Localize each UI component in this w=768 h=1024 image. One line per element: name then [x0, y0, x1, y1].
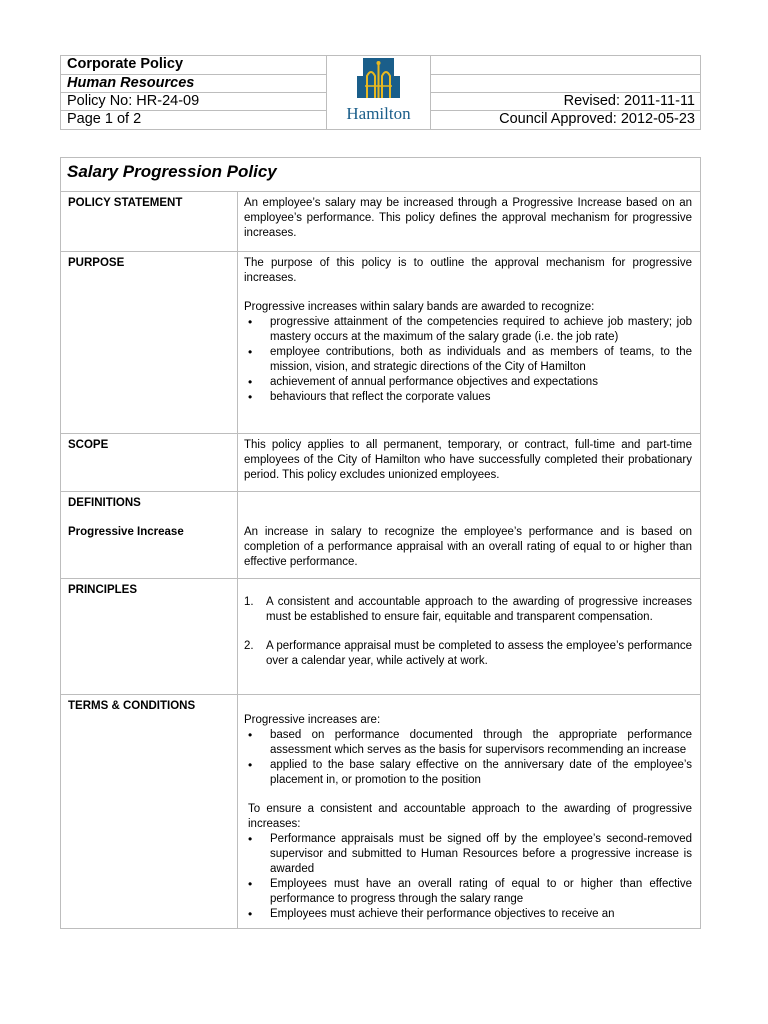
header-department: Human Resources	[61, 75, 327, 93]
policy-header	[60, 55, 701, 130]
list-item: • Employees must achieve their performance objectives to receive an	[244, 907, 692, 922]
section-principles	[61, 578, 700, 694]
list-item: • behaviours that reflect the corporate values	[244, 390, 692, 405]
principles-list	[244, 595, 692, 669]
terms-bullet-list-2	[244, 832, 692, 922]
header-revised-date: Revised: 2011-11-11	[430, 93, 701, 111]
hamilton-crest-icon	[327, 56, 430, 106]
purpose-intro: The purpose of this policy is to outline the approval mechanism for progressive increases.	[244, 257, 692, 284]
section-label: SCOPE	[61, 434, 238, 491]
section-terms-conditions	[61, 694, 700, 929]
section-text	[238, 492, 700, 570]
hamilton-logo	[327, 56, 430, 130]
policy-body	[60, 157, 701, 929]
list-item: • applied to the base salary effective on the anniversary date of the employee’s placement in, or promotion to the position	[244, 758, 692, 788]
terms-lead-1: Progressive increases are:	[244, 714, 381, 726]
header-page-number: Page 1 of 2	[61, 111, 327, 130]
scope-text: This policy applies to all permanent, temporary, or contract, full-time and part-time employees of the City of Hamilton who have successfully completed their probationary period. This policy excludes unionized employees.	[244, 439, 692, 481]
definition-text: An increase in salary to recognize the employee’s performance and is based on completion of a performance appraisal with an overall rating of equal to or higher than effective performance.	[244, 526, 692, 568]
header-policy-type: Corporate Policy	[61, 56, 327, 75]
statement-text: An employee’s salary may be increased through a Progressive Increase based on an employee’s performance. This policy defines the approval mechanism for progressive increases.	[244, 197, 692, 239]
header-policy-number: Policy No: HR-24-09	[61, 93, 327, 111]
section-definitions	[61, 491, 700, 578]
definition-term: Progressive Increase	[68, 526, 184, 538]
list-item: • based on performance documented through the appropriate performance assessment which serves as the basis for supervisors recommending an increase	[244, 728, 692, 758]
logo-wordmark: Hamilton	[346, 104, 411, 123]
list-item: • progressive attainment of the competencies required to achieve job mastery; job mastery occurs at the maximum of the salary grade (i.e. the job rate)	[244, 315, 692, 345]
terms-lead-2: To ensure a consistent and accountable approach to the awarding of progressive increases:	[248, 803, 692, 830]
section-text	[238, 695, 700, 922]
list-item: 2. A performance appraisal must be completed to assess the employee’s performance over a calendar year, while actively at work.	[244, 640, 692, 667]
list-item: • Performance appraisals must be signed off by the employee’s second-removed supervisor and submitted to Human Resources before a progressive increase is awarded	[244, 832, 692, 877]
header-council-approved: Council Approved: 2012-05-23	[430, 111, 701, 130]
section-text	[238, 434, 700, 483]
section-policy-statement	[61, 191, 700, 251]
section-label: TERMS & CONDITIONS	[61, 695, 238, 929]
section-scope	[61, 433, 700, 491]
section-text	[238, 252, 700, 405]
list-item: • achievement of annual performance objectives and expectations	[244, 375, 692, 390]
section-label	[61, 492, 238, 578]
section-text	[238, 579, 700, 669]
section-purpose	[61, 251, 700, 433]
list-item: • employee contributions, both as individuals and as members of teams, to the mission, vision, and strategic directions of the City of Hamilton	[244, 345, 692, 375]
section-text	[238, 192, 700, 241]
list-item: 1. A consistent and accountable approach to the awarding of progressive increases must be established to ensure fair, equitable and transparent compensation.	[244, 596, 692, 623]
purpose-bullet-list	[244, 315, 692, 405]
policy-title: Salary Progression Policy	[61, 158, 700, 192]
section-label: PURPOSE	[61, 252, 238, 433]
section-label: PRINCIPLES	[61, 579, 238, 694]
header-right-blank-1	[430, 56, 701, 75]
terms-bullet-list-1	[244, 728, 692, 788]
definitions-label: DEFINITIONS	[68, 497, 141, 509]
header-right-blank-2	[430, 75, 701, 93]
purpose-lead: Progressive increases within salary bands are awarded to recognize:	[244, 301, 595, 313]
list-item: • Employees must have an overall rating of equal to or higher than effective performance to progress through the salary range	[244, 877, 692, 907]
section-label: POLICY STATEMENT	[61, 192, 238, 251]
